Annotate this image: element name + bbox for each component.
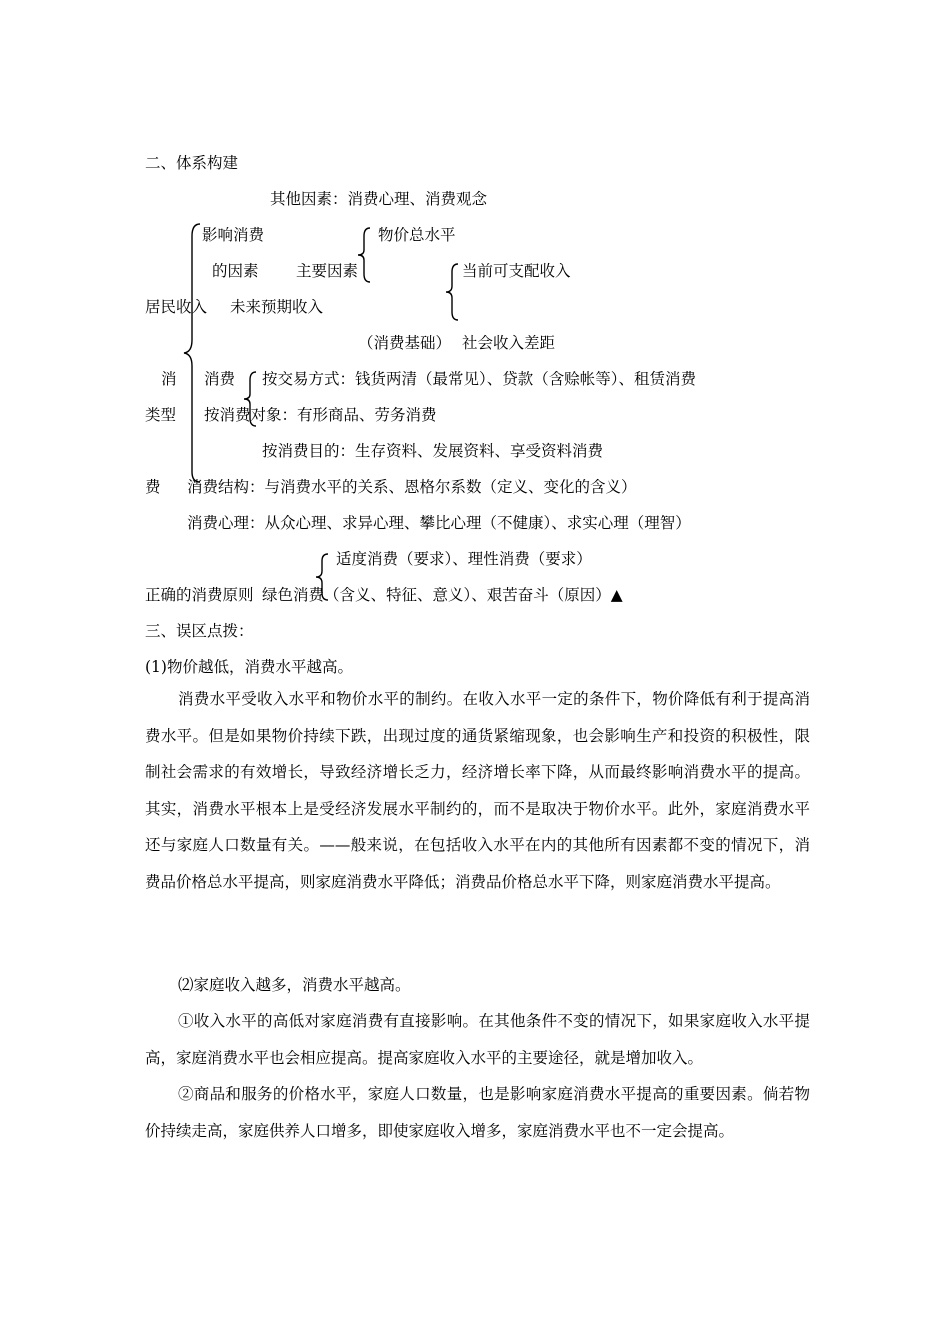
item2-paragraph-2: ②商品和服务的价格水平，家庭人口数量，也是影响家庭消费水平提高的重要因素。倘若物价持续走高，家庭供养人口增多，即使家庭收入增多，家庭消费水平也不一定会提高。 — [145, 1085, 810, 1140]
item2-paragraph-1: ①收入水平的高低对家庭消费有直接影响。在其他条件不变的情况下，如果家庭收入水平提高，家庭消费水平也会相应提高。提高家庭收入水平的主要途径，就是增加收入。 — [145, 1012, 810, 1067]
section-heading: 二、体系构建 — [145, 154, 239, 172]
disposable-income: 当前可支配收入 — [462, 262, 571, 280]
label-xiao: 消 — [161, 370, 177, 388]
income-brace — [442, 262, 462, 322]
main-factors: 主要因素 — [296, 262, 359, 280]
main-brace — [180, 222, 202, 484]
by-purpose: 按消费目的：生存资料、发展资料、享受资料消费 — [262, 442, 604, 460]
influence-label: 影响消费 — [202, 226, 265, 244]
main-factors-brace — [354, 226, 374, 284]
other-factors: 其他因素：消费心理、消费观念 — [270, 190, 488, 208]
label-leixing: 类型 — [145, 406, 177, 424]
green-consumption: 绿色消费（含义、特征、意义）、艰苦奋斗（原因）▲ — [262, 586, 623, 604]
label-fei: 费 — [145, 478, 161, 496]
by-object: 按消费对象：有形商品、劳务消费 — [204, 406, 437, 424]
item2-title: ⑵家庭收入越多，消费水平越高。 — [178, 976, 411, 994]
consumption-structure: 消费结构：与消费水平的关系、恩格尔系数（定义、变化的含义） — [187, 478, 637, 496]
principle-label: 正确的消费原则 — [145, 586, 254, 604]
item1-body: 消费水平受收入水平和物价水平的制约。在收入水平一定的条件下，物价降低有利于提高消费水平。但是如果物价持续下跌，出现过度的通货紧缩现象，也会影响生产和投资的积极性，限制社会需求的有效增长，导致经济增长乏力，经济增长率下降，从而最终影响消费水平的提高。其实，消费水平根本上是受经济发展水平制约的，而不是取决于物价水平。此外，家庭消费水平还与家庭人口数量有关。——般来说，在包括收入水平在内的其他所有因素都不变的情况下，消费品价格总水平提高，则家庭消费水平降低；消费品价格总水平下降，则家庭消费水平提高。 — [145, 690, 810, 891]
income-gap: 社会收入差距 — [462, 334, 556, 352]
by-transaction: 按交易方式：钱货两清（最常见）、贷款（含赊帐等）、租赁消费 — [262, 370, 697, 388]
moderate-consumption: 适度消费（要求）、理性消费（要求） — [336, 550, 592, 568]
resident-income: 居民收入 — [145, 298, 208, 316]
consumption-psychology: 消费心理：从众心理、求异心理、攀比心理（不健康）、求实心理（理智） — [187, 514, 691, 532]
section-heading-3: 三、误区点拨： — [145, 622, 254, 640]
influence-label-2: 的因素 — [212, 262, 259, 280]
price-level: 物价总水平 — [378, 226, 456, 244]
consume-label: 消费 — [204, 370, 236, 388]
type-brace — [240, 370, 260, 428]
principle-brace — [312, 552, 332, 602]
future-income: 未来预期收入 — [230, 298, 324, 316]
item1-title: (1)物价越低，消费水平越高。 — [145, 658, 353, 676]
consumption-basis: （消费基础） — [358, 334, 452, 352]
